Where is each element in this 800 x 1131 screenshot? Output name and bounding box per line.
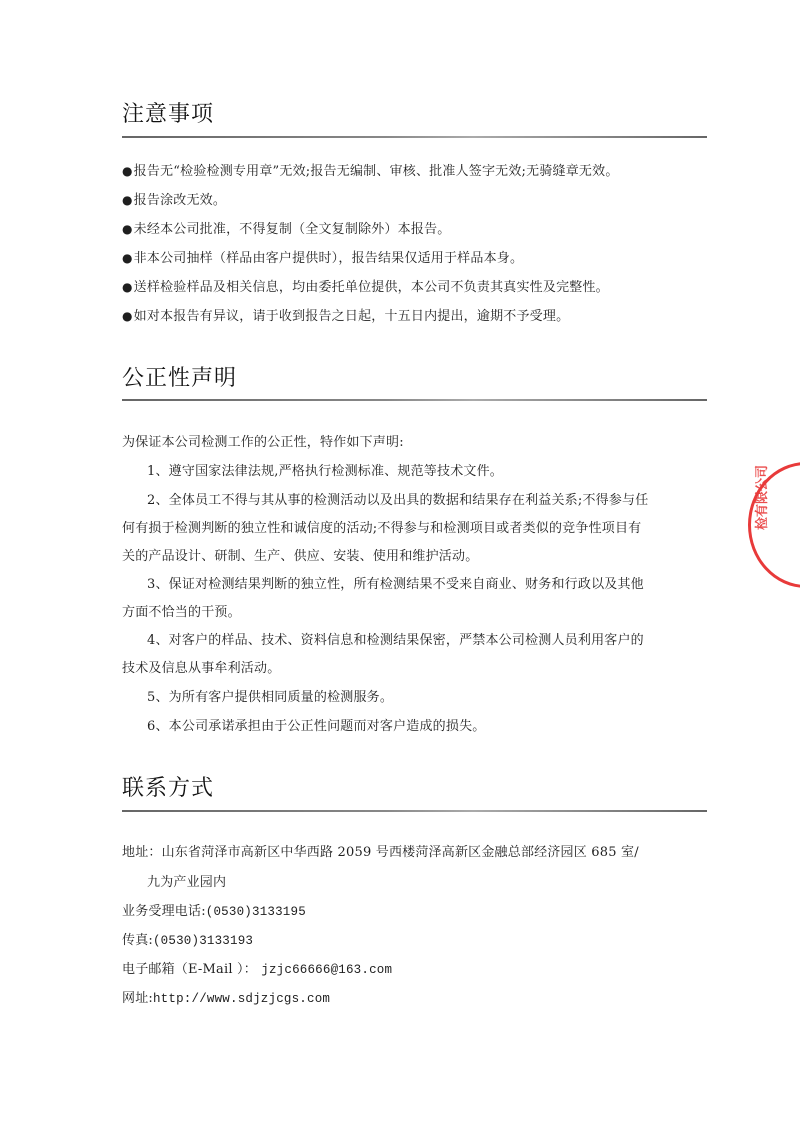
impartiality-divider [122, 399, 707, 401]
impartiality-title: 公正性声明 [122, 366, 238, 391]
email-label: 电子邮箱（E-Mail ）： [122, 962, 262, 977]
notice-title: 注意事项 [122, 102, 215, 127]
contact-email [122, 958, 392, 977]
contact-divider [122, 810, 707, 812]
impartiality-clause-2: 2、全体员工不得与其从事的检测活动以及出具的数据和结果存在利益关系;不得参与任 [147, 493, 649, 508]
impartiality-intro: 为保证本公司检测工作的公正性，特作如下声明: [122, 435, 404, 450]
impartiality-clause-2-cont: 关的产品设计、研制、生产、供应、安装、使用和维护活动。 [122, 549, 479, 564]
notice-item: ● 未经本公司批准，不得复制（全文复制除外）本报告。 [122, 218, 450, 237]
notice-item: ● 送样检验样品及相关信息，均由委托单位提供，本公司不负责其真实性及完整性。 [122, 276, 609, 295]
contact-website [122, 987, 330, 1006]
impartiality-clause-4: 4、对客户的样品、技术、资料信息和检测结果保密，严禁本公司检测人员利用客户的 [147, 633, 644, 648]
contact-title: 联系方式 [122, 776, 215, 801]
impartiality-clause-5: 5、为所有客户提供相同质量的检测服务。 [147, 690, 394, 705]
notice-item: ● 非本公司抽样（样品由客户提供时），报告结果仅适用于样品本身。 [122, 247, 523, 266]
fax-value: (0530)3133193 [152, 934, 254, 948]
fax-label: 传真: [122, 933, 153, 948]
impartiality-clause-1: 1、遵守国家法律法规,严格执行检测标准、规范等技术文件。 [147, 464, 504, 479]
notice-item: ● 报告涂改无效。 [122, 189, 226, 208]
email-link[interactable]: jzjc66666@163.com [261, 963, 393, 977]
notice-item: ● 报告无“检验检测专用章”无效;报告无编制、审核、批准人签字无效;无骑缝章无效。 [122, 160, 619, 179]
website-link[interactable]: http://www.sdjzjcgs.com [152, 992, 331, 1006]
contact-address-cont: 九为产业园内 [147, 875, 227, 890]
phone-label: 业务受理电话: [122, 904, 206, 919]
contact-fax [122, 929, 253, 948]
impartiality-clause-3-cont: 方面不恰当的干预。 [122, 605, 241, 620]
impartiality-clause-6: 6、本公司承诺承担由于公正性问题而对客户造成的损失。 [147, 719, 486, 734]
phone-value: (0530)3133195 [205, 905, 306, 919]
contact-phone [122, 900, 306, 919]
impartiality-clause-3: 3、保证对检测结果判断的独立性，所有检测结果不受来自商业、财务和行政以及其他 [147, 577, 644, 592]
impartiality-clause-4-cont: 技术及信息从事牟利活动。 [122, 661, 281, 676]
notice-divider [122, 136, 707, 138]
impartiality-clause-2-cont: 何有损于检测判断的独立性和诚信度的活动;不得参与和检测项目或者类似的竞争性项目有 [122, 521, 642, 536]
company-seal-text: 检有限公司 [755, 464, 770, 530]
website-label: 网址: [122, 991, 153, 1006]
contact-address: 地址：山东省菏泽市高新区中华西路 2059 号西楼菏泽高新区金融总部经济园区 685 室/ [122, 845, 639, 860]
notice-item: ● 如对本报告有异议，请于收到报告之日起，十五日内提出，逾期不予受理。 [122, 305, 569, 324]
